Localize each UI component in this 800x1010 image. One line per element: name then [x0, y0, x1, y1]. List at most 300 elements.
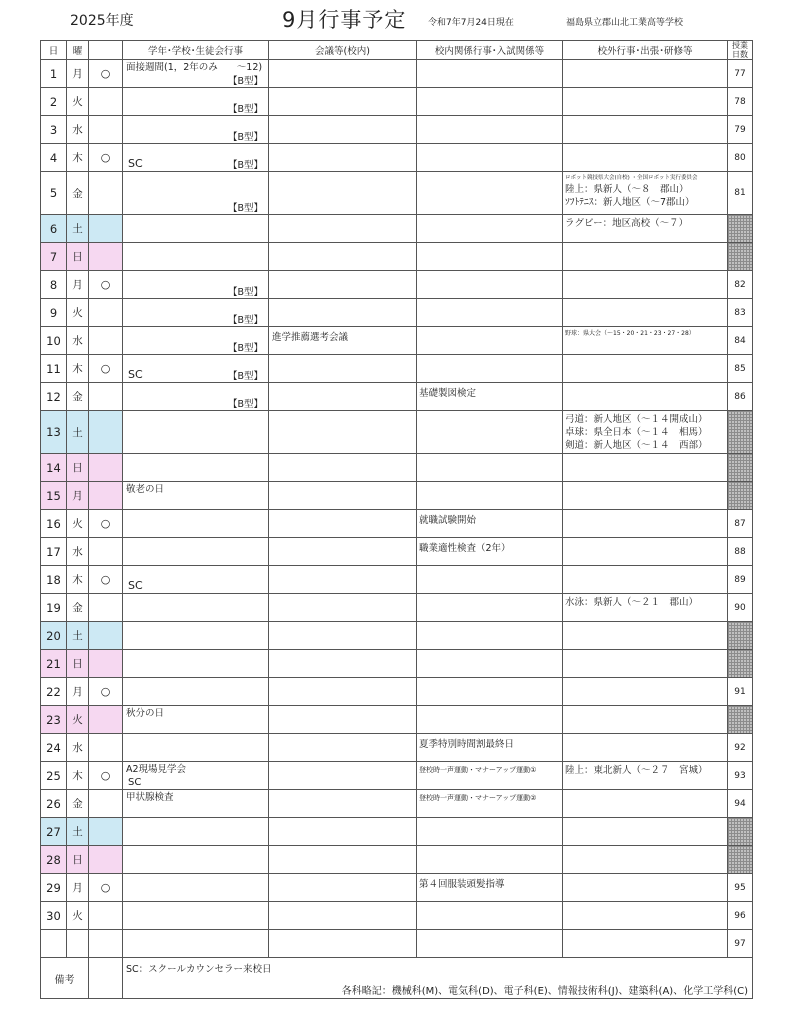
class-days-cell	[728, 215, 753, 243]
schedule-row	[41, 383, 753, 411]
day-number: 8	[41, 271, 67, 299]
meetings-cell	[269, 327, 417, 355]
events-cell	[123, 271, 269, 299]
schedule-row	[41, 355, 753, 383]
circle-mark: ○	[100, 573, 111, 586]
class-days-cell	[728, 144, 753, 172]
col-mark-header	[89, 41, 123, 60]
weekday: 土	[67, 215, 89, 243]
external-text	[565, 764, 708, 777]
events-cell	[123, 144, 269, 172]
external-cell	[563, 88, 728, 116]
circle-mark: ○	[100, 362, 111, 375]
class-days-cell	[728, 874, 753, 902]
col-meetings-header: 会議等(校内)	[269, 41, 417, 60]
internal-cell	[417, 355, 563, 383]
meetings-cell	[269, 454, 417, 482]
schedule-row	[41, 846, 753, 874]
class-day-count: 92	[734, 742, 746, 753]
events-cell	[123, 902, 269, 930]
event-text: 秋分の日	[126, 708, 165, 719]
marker-cell	[89, 566, 123, 594]
meetings-cell	[269, 88, 417, 116]
internal-text: 登校時一声運動・マナーアップ運動①	[419, 766, 537, 774]
external-text	[565, 329, 695, 338]
marker-cell	[89, 299, 123, 327]
schedule-row	[41, 538, 753, 566]
weekday: 日	[67, 454, 89, 482]
meetings-cell	[269, 271, 417, 299]
marker-cell	[89, 215, 123, 243]
weekday: 月	[67, 482, 89, 510]
weekday: 月	[67, 874, 89, 902]
external-cell	[563, 243, 728, 271]
external-cell	[563, 594, 728, 622]
internal-cell	[417, 383, 563, 411]
circle-mark: ○	[100, 278, 111, 291]
remarks-cell	[123, 958, 753, 999]
col-days-header: 授業 日数	[728, 41, 753, 60]
internal-cell	[417, 566, 563, 594]
internal-text: 基礎製図検定	[419, 388, 477, 399]
weekday: 日	[67, 243, 89, 271]
col-internal-header: 校内関係行事･入試関係等	[417, 41, 563, 60]
class-day-count: 96	[734, 910, 746, 921]
remarks-label: 備考	[41, 958, 89, 999]
class-days-cell	[728, 299, 753, 327]
external-cell	[563, 734, 728, 762]
meetings-cell	[269, 874, 417, 902]
sc-label: SC	[128, 157, 143, 170]
events-cell	[123, 566, 269, 594]
class-day-count: 90	[734, 602, 746, 613]
external-cell	[563, 874, 728, 902]
school-name: 福島県立郡山北工業高等学校	[566, 18, 684, 28]
events-cell	[123, 454, 269, 482]
day-number: 27	[41, 818, 67, 846]
marker-cell	[89, 60, 123, 88]
meetings-cell	[269, 846, 417, 874]
day-number: 15	[41, 482, 67, 510]
meeting-text: 進学推薦選考会議	[272, 332, 349, 343]
external-cell	[563, 271, 728, 299]
marker-cell	[89, 790, 123, 818]
class-days-cell	[728, 116, 753, 144]
events-cell	[123, 60, 269, 88]
external-cell	[563, 172, 728, 215]
weekday: 金	[67, 790, 89, 818]
day-number: 9	[41, 299, 67, 327]
class-days-cell	[728, 678, 753, 706]
external-line: 卓球：県全日本（～１４ 相馬）	[565, 427, 708, 438]
class-day-count: 77	[734, 68, 746, 79]
meetings-cell	[269, 538, 417, 566]
external-cell	[563, 383, 728, 411]
events-cell	[123, 172, 269, 215]
meetings-cell	[269, 482, 417, 510]
meetings-cell	[269, 930, 417, 958]
internal-cell	[417, 482, 563, 510]
class-day-count: 86	[734, 391, 746, 402]
external-cell	[563, 650, 728, 678]
marker-cell	[89, 622, 123, 650]
circle-mark: ○	[100, 151, 111, 164]
meetings-cell	[269, 594, 417, 622]
schedule-row	[41, 734, 753, 762]
day-number: 23	[41, 706, 67, 734]
day-number: 30	[41, 902, 67, 930]
class-days-cell	[728, 411, 753, 454]
col-weekday-header: 曜	[67, 41, 89, 60]
events-cell	[123, 650, 269, 678]
events-cell	[123, 482, 269, 510]
meetings-cell	[269, 172, 417, 215]
meetings-cell	[269, 243, 417, 271]
schedule-row	[41, 327, 753, 355]
class-days-cell	[728, 818, 753, 846]
events-cell	[123, 818, 269, 846]
weekday	[67, 930, 89, 958]
marker-cell	[89, 650, 123, 678]
marker-cell	[89, 678, 123, 706]
internal-text: 登校時一声運動・マナーアップ運動②	[419, 794, 537, 802]
day-number: 13	[41, 411, 67, 454]
class-days-cell	[728, 930, 753, 958]
internal-text: 夏季特別時間割最終日	[419, 739, 515, 750]
external-cell	[563, 299, 728, 327]
event-text: 甲状腺検査	[126, 792, 174, 803]
weekday: 月	[67, 678, 89, 706]
marker-cell	[89, 762, 123, 790]
day-number: 5	[41, 172, 67, 215]
internal-cell	[417, 818, 563, 846]
schedule-row	[41, 299, 753, 327]
class-days-cell	[728, 566, 753, 594]
external-cell	[563, 678, 728, 706]
schedule-row	[41, 930, 753, 958]
internal-cell	[417, 650, 563, 678]
internal-cell	[417, 60, 563, 88]
external-line: 水泳：県新人（～２１ 郡山）	[565, 597, 699, 608]
meetings-cell	[269, 734, 417, 762]
schedule-row	[41, 116, 753, 144]
class-days-cell	[728, 622, 753, 650]
external-cell	[563, 355, 728, 383]
external-text	[565, 596, 698, 609]
weekday: 金	[67, 172, 89, 215]
marker-cell	[89, 846, 123, 874]
schedule-row	[41, 454, 753, 482]
class-days-cell	[728, 790, 753, 818]
b-type-label: 【B型】	[227, 76, 263, 87]
meetings-cell	[269, 299, 417, 327]
external-cell	[563, 930, 728, 958]
class-days-cell	[728, 482, 753, 510]
external-cell	[563, 327, 728, 355]
class-days-cell	[728, 271, 753, 299]
schedule-row	[41, 243, 753, 271]
external-cell	[563, 144, 728, 172]
class-day-count: 95	[734, 882, 746, 893]
day-number: 20	[41, 622, 67, 650]
events-cell	[123, 327, 269, 355]
internal-cell	[417, 88, 563, 116]
meetings-cell	[269, 510, 417, 538]
meetings-cell	[269, 355, 417, 383]
class-days-cell	[728, 902, 753, 930]
marker-cell	[89, 538, 123, 566]
schedule-row	[41, 60, 753, 88]
internal-cell	[417, 930, 563, 958]
circle-mark: ○	[100, 769, 111, 782]
day-number: 18	[41, 566, 67, 594]
class-days-cell	[728, 706, 753, 734]
circle-mark: ○	[100, 881, 111, 894]
internal-cell	[417, 215, 563, 243]
day-number: 14	[41, 454, 67, 482]
external-line: 弓道：新人地区（～１４開成山）	[565, 414, 708, 425]
class-days-cell	[728, 650, 753, 678]
events-cell	[123, 215, 269, 243]
internal-cell	[417, 538, 563, 566]
class-day-count: 97	[734, 938, 746, 949]
meetings-cell	[269, 383, 417, 411]
b-type-label: 【B型】	[227, 132, 263, 143]
meetings-cell	[269, 60, 417, 88]
external-cell	[563, 411, 728, 454]
marker-cell	[89, 271, 123, 299]
meetings-cell	[269, 144, 417, 172]
meetings-cell	[269, 215, 417, 243]
event-text: 面接週間(1，2年のみ ～12)	[126, 62, 263, 73]
weekday: 月	[67, 60, 89, 88]
class-days-cell	[728, 538, 753, 566]
class-day-count: 84	[734, 335, 746, 346]
class-day-count: 85	[734, 363, 746, 374]
schedule-row	[41, 790, 753, 818]
events-cell	[123, 930, 269, 958]
meetings-cell	[269, 116, 417, 144]
day-number: 16	[41, 510, 67, 538]
external-text	[565, 413, 708, 452]
external-text	[565, 217, 688, 230]
external-cell	[563, 902, 728, 930]
schedule-row	[41, 622, 753, 650]
internal-cell	[417, 790, 563, 818]
internal-text: 第４回服装頭髪指導	[419, 879, 505, 890]
schedule-row	[41, 706, 753, 734]
class-day-count: 82	[734, 279, 746, 290]
col-day-header: 日	[41, 41, 67, 60]
marker-cell	[89, 454, 123, 482]
marker-cell	[89, 510, 123, 538]
events-cell	[123, 790, 269, 818]
sc-label: SC	[128, 368, 143, 381]
circle-mark: ○	[100, 517, 111, 530]
class-day-count: 81	[734, 188, 746, 198]
circle-mark: ○	[100, 67, 111, 80]
events-cell	[123, 355, 269, 383]
weekday: 金	[67, 594, 89, 622]
internal-cell	[417, 172, 563, 215]
schedule-row	[41, 172, 753, 215]
marker-cell	[89, 818, 123, 846]
class-day-count: 89	[734, 574, 746, 585]
marker-cell	[89, 243, 123, 271]
external-cell	[563, 454, 728, 482]
marker-cell	[89, 734, 123, 762]
schedule-row	[41, 874, 753, 902]
class-days-cell	[728, 60, 753, 88]
class-days-cell	[728, 172, 753, 215]
page-header	[0, 0, 800, 40]
b-type-label: 【B型】	[227, 371, 263, 382]
external-cell	[563, 60, 728, 88]
schedule-table	[40, 40, 753, 999]
event-text: 敬老の日	[126, 484, 165, 495]
internal-cell	[417, 706, 563, 734]
class-days-cell	[728, 734, 753, 762]
external-cell	[563, 790, 728, 818]
schedule-row	[41, 510, 753, 538]
events-cell	[123, 594, 269, 622]
as-of-date: 令和7年7月24日現在	[428, 18, 514, 28]
meetings-cell	[269, 902, 417, 930]
internal-cell	[417, 846, 563, 874]
external-small-line: 野球：県大会（～15・20・21・23・27・28）	[565, 330, 695, 337]
department-abbreviations: 各科略記：機械科(M)、電気科(D)、電子科(E)、情報技術科(J)、建築科(A)、化学工学科(C)	[341, 986, 748, 997]
class-days-cell	[728, 243, 753, 271]
internal-text: 就職試験開始	[419, 515, 477, 526]
schedule-row	[41, 144, 753, 172]
marker-cell	[89, 327, 123, 355]
external-line: 陸上：県新人（～８ 郡山）	[565, 184, 689, 195]
weekday: 木	[67, 355, 89, 383]
class-day-count: 80	[734, 152, 746, 163]
weekday: 水	[67, 327, 89, 355]
weekday: 火	[67, 88, 89, 116]
b-type-label: 【B型】	[227, 287, 263, 298]
events-cell	[123, 734, 269, 762]
events-cell	[123, 243, 269, 271]
weekday: 火	[67, 510, 89, 538]
day-number: 19	[41, 594, 67, 622]
events-cell	[123, 383, 269, 411]
weekday: 火	[67, 706, 89, 734]
internal-cell	[417, 411, 563, 454]
class-day-count: 78	[734, 96, 746, 107]
external-cell	[563, 762, 728, 790]
internal-cell	[417, 734, 563, 762]
class-day-count: 79	[734, 124, 746, 135]
marker-cell	[89, 874, 123, 902]
schedule-row	[41, 818, 753, 846]
day-number: 25	[41, 762, 67, 790]
class-day-count: 94	[734, 798, 746, 809]
internal-cell	[417, 271, 563, 299]
events-cell	[123, 846, 269, 874]
external-cell	[563, 215, 728, 243]
class-days-cell	[728, 383, 753, 411]
meetings-cell	[269, 678, 417, 706]
internal-cell	[417, 594, 563, 622]
class-day-count: 93	[734, 770, 746, 781]
internal-cell	[417, 874, 563, 902]
day-number: 17	[41, 538, 67, 566]
events-cell	[123, 116, 269, 144]
class-days-cell	[728, 355, 753, 383]
weekday: 土	[67, 818, 89, 846]
class-day-count: 87	[734, 518, 746, 529]
schedule-row	[41, 678, 753, 706]
day-number: 10	[41, 327, 67, 355]
class-days-cell	[728, 510, 753, 538]
remarks-row	[41, 958, 753, 999]
external-cell	[563, 622, 728, 650]
class-day-count: 88	[734, 546, 746, 557]
internal-cell	[417, 902, 563, 930]
marker-cell	[89, 706, 123, 734]
events-cell	[123, 706, 269, 734]
day-number: 29	[41, 874, 67, 902]
weekday: 水	[67, 538, 89, 566]
events-cell	[123, 88, 269, 116]
internal-cell	[417, 678, 563, 706]
circle-mark: ○	[100, 685, 111, 698]
day-number: 11	[41, 355, 67, 383]
weekday: 水	[67, 116, 89, 144]
day-number: 2	[41, 88, 67, 116]
meetings-cell	[269, 762, 417, 790]
internal-cell	[417, 762, 563, 790]
schedule-row	[41, 482, 753, 510]
events-cell	[123, 510, 269, 538]
meetings-cell	[269, 622, 417, 650]
class-days-cell	[728, 88, 753, 116]
schedule-row	[41, 271, 753, 299]
meetings-cell	[269, 566, 417, 594]
marker-cell	[89, 144, 123, 172]
class-days-cell	[728, 594, 753, 622]
class-days-cell	[728, 762, 753, 790]
day-number: 22	[41, 678, 67, 706]
external-line: 剣道：新人地区（～１４ 西部）	[565, 440, 708, 451]
internal-cell	[417, 327, 563, 355]
class-day-count: 91	[734, 686, 746, 697]
day-number: 4	[41, 144, 67, 172]
internal-cell	[417, 144, 563, 172]
weekday: 木	[67, 762, 89, 790]
b-type-label: 【B型】	[227, 104, 263, 115]
schedule-row	[41, 411, 753, 454]
external-tiny-line: ロボット競技県大会(自校) ・全国ロボット実行委員会	[565, 175, 698, 181]
day-number: 26	[41, 790, 67, 818]
external-cell	[563, 116, 728, 144]
events-cell	[123, 762, 269, 790]
weekday: 日	[67, 846, 89, 874]
events-cell	[123, 411, 269, 454]
header-row	[41, 41, 753, 60]
class-days-cell	[728, 327, 753, 355]
day-number: 28	[41, 846, 67, 874]
external-cell	[563, 482, 728, 510]
weekday: 月	[67, 271, 89, 299]
internal-cell	[417, 622, 563, 650]
marker-cell	[89, 172, 123, 215]
schedule-row	[41, 215, 753, 243]
events-cell	[123, 678, 269, 706]
external-cell	[563, 706, 728, 734]
